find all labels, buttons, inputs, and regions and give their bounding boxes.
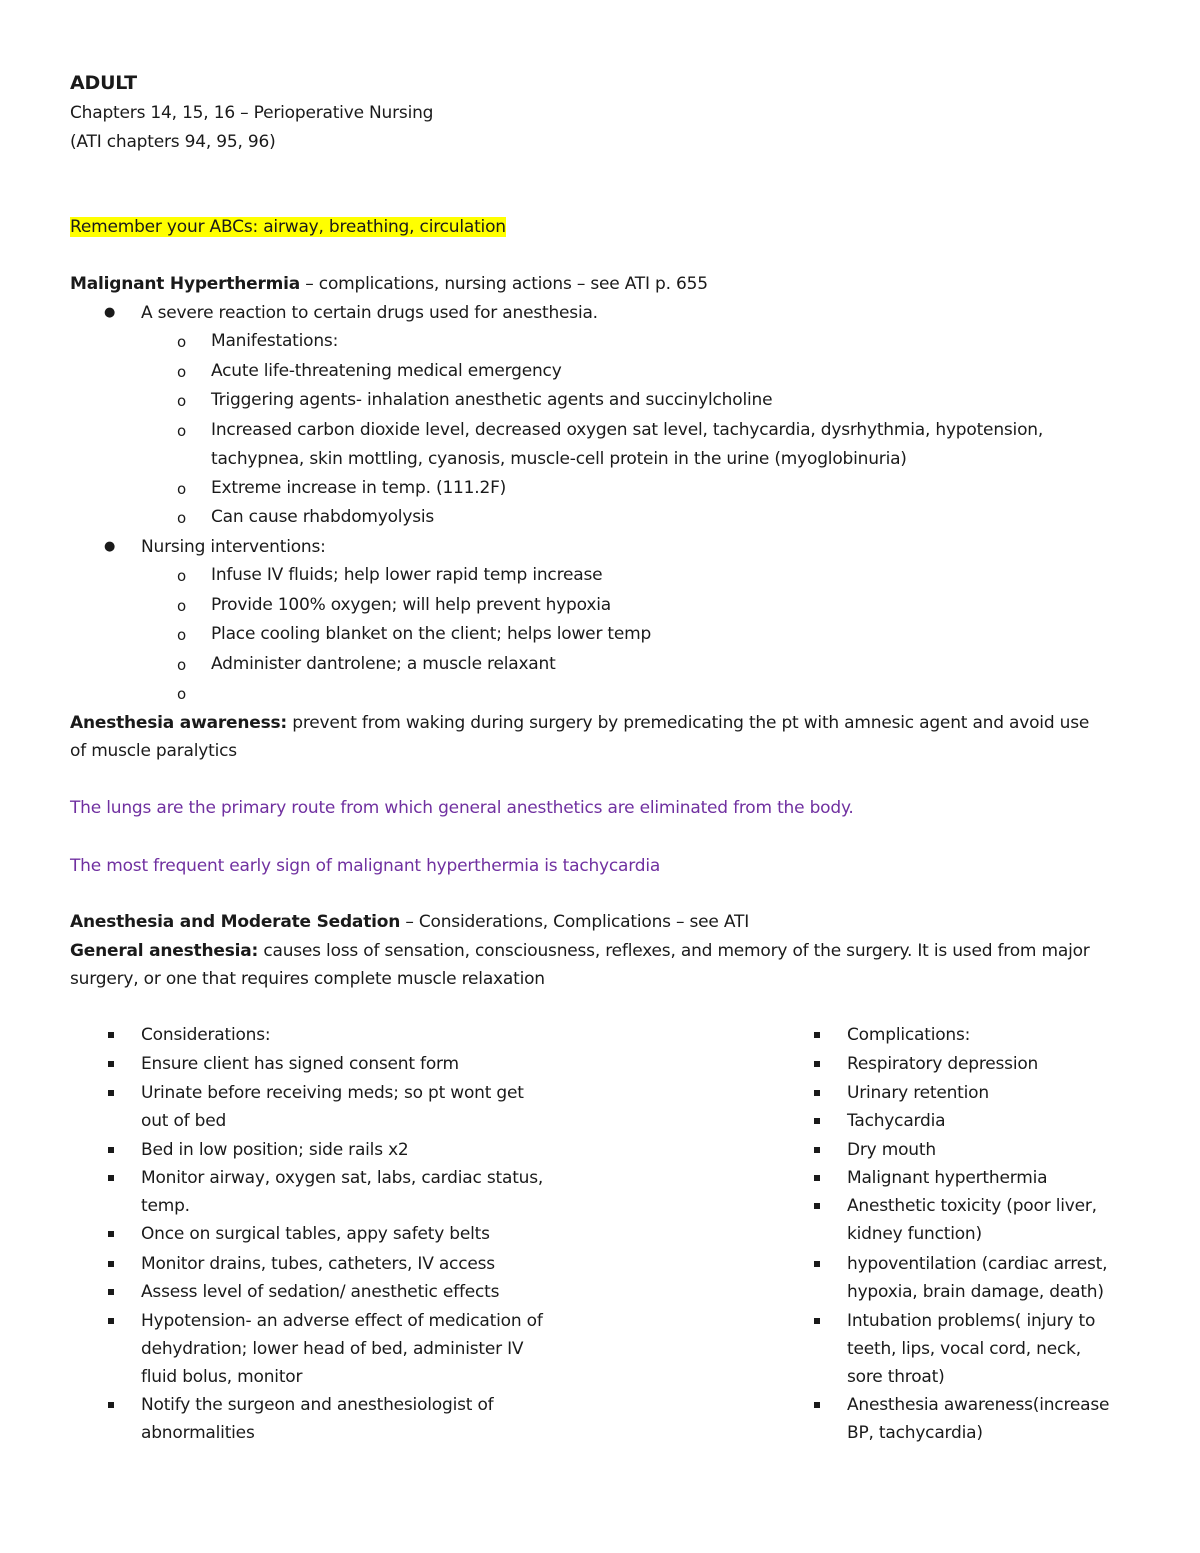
- considerations-item: Monitor airway, oxygen sat, labs, cardiac status,: [141, 1168, 544, 1188]
- square-bullet-icon: [814, 1175, 820, 1181]
- awareness-text: prevent from waking during surgery by premedicating the pt with amnesic agent and avoid use: [287, 713, 1090, 733]
- awareness-line-1: [70, 712, 1089, 734]
- complications-item: Anesthesia awareness(increase: [847, 1395, 1110, 1415]
- mh-manifest-item: Extreme increase in temp. (111.2F): [211, 478, 507, 498]
- o-bullet-icon: o: [177, 363, 187, 381]
- doc-title: ADULT: [70, 72, 137, 94]
- mh-manifest-item-cont: tachypnea, skin mottling, cyanosis, muscle-cell protein in the urine (myoglobinuria): [211, 449, 907, 469]
- o-bullet-icon: o: [177, 392, 187, 410]
- early-sign-note: The most frequent early sign of malignant hyperthermia is tachycardia: [70, 856, 661, 876]
- considerations-item: Ensure client has signed consent form: [141, 1054, 459, 1074]
- square-bullet-icon: [814, 1402, 820, 1408]
- mh-heading-rest: – complications, nursing actions – see ATI p. 655: [300, 274, 708, 294]
- square-bullet-icon: [814, 1090, 820, 1096]
- mh-intervention-item: Place cooling blanket on the client; helps lower temp: [211, 624, 652, 644]
- abc-highlight: Remember your ABCs: airway, breathing, circulation: [70, 217, 506, 237]
- mh-intervention-item: Provide 100% oxygen; will help prevent hypoxia: [211, 595, 611, 615]
- complications-item: Malignant hyperthermia: [847, 1168, 1048, 1188]
- awareness-heading: Anesthesia awareness:: [70, 713, 288, 733]
- mh-heading-bold: Malignant Hyperthermia: [70, 274, 301, 294]
- complications-item-cont: BP, tachycardia): [847, 1423, 983, 1443]
- o-bullet-icon: o: [177, 509, 187, 527]
- complications-item-cont: hypoxia, brain damage, death): [847, 1282, 1104, 1302]
- o-bullet-icon: o: [177, 685, 187, 703]
- square-bullet-icon: [814, 1032, 820, 1038]
- mh-manifest-item: Increased carbon dioxide level, decreased oxygen sat level, tachycardia, dysrhythmia, hypotension,: [211, 420, 1044, 440]
- complications-item: Urinary retention: [847, 1083, 989, 1103]
- considerations-item: Assess level of sedation/ anesthetic effects: [141, 1282, 500, 1302]
- bullet-dot-icon: ●: [104, 305, 116, 320]
- complications-item-cont: teeth, lips, vocal cord, neck,: [847, 1339, 1081, 1359]
- considerations-item-cont: temp.: [141, 1196, 190, 1216]
- mh-bullet-1: A severe reaction to certain drugs used for anesthesia.: [141, 303, 598, 323]
- complications-item: Complications:: [847, 1025, 971, 1045]
- o-bullet-icon: o: [177, 480, 187, 498]
- mh-bullet-2: Nursing interventions:: [141, 537, 326, 557]
- mh-manifest-item: Can cause rhabdomyolysis: [211, 507, 435, 527]
- square-bullet-icon: [108, 1032, 114, 1038]
- square-bullet-icon: [814, 1061, 820, 1067]
- complications-item: Anesthetic toxicity (poor liver,: [847, 1196, 1097, 1216]
- considerations-item: Bed in low position; side rails x2: [141, 1140, 409, 1160]
- ati-chapters-line: (ATI chapters 94, 95, 96): [70, 132, 276, 152]
- lungs-note: The lungs are the primary route from which general anesthetics are eliminated from the body.: [70, 798, 854, 818]
- complications-item: Tachycardia: [847, 1111, 946, 1131]
- o-bullet-icon: o: [177, 422, 187, 440]
- chapters-line: Chapters 14, 15, 16 – Perioperative Nursing: [70, 103, 434, 123]
- o-bullet-icon: o: [177, 567, 187, 585]
- square-bullet-icon: [108, 1061, 114, 1067]
- square-bullet-icon: [108, 1402, 114, 1408]
- ga-line-2: surgery, or one that requires complete muscle relaxation: [70, 969, 545, 989]
- abc-reminder: [70, 216, 506, 238]
- considerations-item-cont: dehydration; lower head of bed, administer IV: [141, 1339, 524, 1359]
- considerations-item: Notify the surgeon and anesthesiologist of: [141, 1395, 494, 1415]
- complications-item: Respiratory depression: [847, 1054, 1039, 1074]
- o-bullet-icon: o: [177, 656, 187, 674]
- o-bullet-icon: o: [177, 333, 187, 351]
- complications-item: hypoventilation (cardiac arrest,: [847, 1254, 1108, 1274]
- awareness-line-2: of muscle paralytics: [70, 741, 237, 761]
- considerations-item-cont: out of bed: [141, 1111, 227, 1131]
- ga-line-1: [70, 940, 1090, 962]
- mh-manifest-item: Manifestations:: [211, 331, 339, 351]
- bullet-dot-icon: ●: [104, 539, 116, 554]
- mh-manifest-item: Triggering agents- inhalation anesthetic agents and succinylcholine: [211, 390, 773, 410]
- considerations-item-cont: fluid bolus, monitor: [141, 1367, 303, 1387]
- square-bullet-icon: [108, 1175, 114, 1181]
- complications-item-cont: kidney function): [847, 1224, 982, 1244]
- considerations-item: Urinate before receiving meds; so pt wont get: [141, 1083, 524, 1103]
- mh-intervention-item: Administer dantrolene; a muscle relaxant: [211, 654, 556, 674]
- sedation-heading-bold: Anesthesia and Moderate Sedation: [70, 912, 401, 932]
- mh-heading: [70, 273, 708, 295]
- sedation-heading: [70, 911, 749, 933]
- square-bullet-icon: [108, 1261, 114, 1267]
- mh-manifest-item: Acute life-threatening medical emergency: [211, 361, 562, 381]
- considerations-item: Monitor drains, tubes, catheters, IV access: [141, 1254, 495, 1274]
- square-bullet-icon: [108, 1231, 114, 1237]
- mh-intervention-item: Infuse IV fluids; help lower rapid temp increase: [211, 565, 603, 585]
- square-bullet-icon: [814, 1318, 820, 1324]
- considerations-item-cont: abnormalities: [141, 1423, 255, 1443]
- ga-heading: General anesthesia:: [70, 941, 259, 961]
- considerations-item: Once on surgical tables, appy safety belts: [141, 1224, 490, 1244]
- square-bullet-icon: [108, 1147, 114, 1153]
- o-bullet-icon: o: [177, 597, 187, 615]
- square-bullet-icon: [814, 1118, 820, 1124]
- square-bullet-icon: [108, 1090, 114, 1096]
- square-bullet-icon: [108, 1318, 114, 1324]
- considerations-item: Considerations:: [141, 1025, 271, 1045]
- considerations-item: Hypotension- an adverse effect of medication of: [141, 1311, 543, 1331]
- square-bullet-icon: [814, 1147, 820, 1153]
- sedation-heading-rest: – Considerations, Complications – see ATI: [400, 912, 750, 932]
- square-bullet-icon: [814, 1261, 820, 1267]
- o-bullet-icon: o: [177, 626, 187, 644]
- ga-text: causes loss of sensation, consciousness, reflexes, and memory of the surgery. It is used from major: [258, 941, 1090, 961]
- complications-item-cont: sore throat): [847, 1367, 945, 1387]
- complications-item: Dry mouth: [847, 1140, 936, 1160]
- square-bullet-icon: [814, 1203, 820, 1209]
- square-bullet-icon: [108, 1289, 114, 1295]
- complications-item: Intubation problems( injury to: [847, 1311, 1096, 1331]
